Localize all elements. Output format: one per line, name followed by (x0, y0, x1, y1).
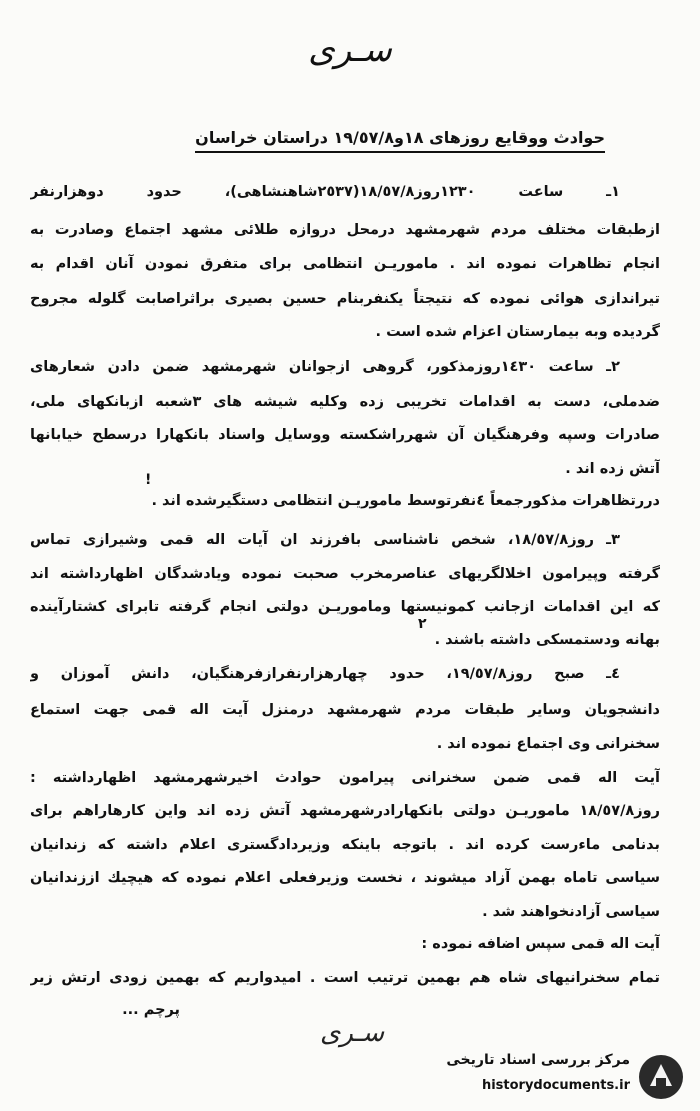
text-line: سياسى آزادنخواهند شد . (482, 904, 660, 920)
text-line: تمام سخنرانيهاى شاه هم بهمين ترتيب است . اميدواريم كه بهمين زودى ارتش زير (30, 970, 660, 986)
text-line: روز١٨/٥٧/٨ ماموريـن دولتى بانكهارادرشهرمشهد آتش زده اند واين كارهاراهم براى (30, 803, 660, 819)
watermark-url: historydocuments.ir (481, 1078, 630, 1093)
text-line: سياسى تاماه بهمن آزاد ميشوند ، نخست وزيرفعلى اعلام نموده كه هيچيك اززندانيان (30, 870, 660, 886)
text-line: بهانه ودستمسكى داشته باشند . (434, 632, 660, 648)
text-line: ضدملى، دست به اقدامات تخريبى زده وكليه شيشه هاى ٣شعبه ازبانكهاى ملى، (30, 394, 660, 410)
text-line: گرديده وبه بيمارستان اعزام شده است . (375, 324, 660, 340)
text-line: پرچم ... (122, 1002, 180, 1018)
text-line: صادرات وسپه وفرهنگيان آن شهرراشكسته ووسايل واسناد بانكهارا درسطح خيابانها (30, 427, 660, 443)
text-line: دانشجويان وساير طبقات مردم شهرمشهد درمنزل آيت اله قمى جهت استماع (30, 702, 660, 718)
text-line: كه اين اقدامات ازجانب كمونيستها وماموريـن دولتى انجام گرفته تابراى كشتارآينده (30, 599, 660, 615)
watermark-text: مركز بررسى اسناد تاريخى (446, 1052, 630, 1068)
watermark (400, 1048, 690, 1106)
text-line: ١ـ ساعت ١٢٣٠روز١٨/٥٧/٨(٢٥٣٧شاهنشاهى)، حدود دوهزارنفر (30, 184, 620, 200)
text-line: آتش زده اند . (565, 461, 660, 477)
text-line: دررتظاهرات مذكورجمعاً ٤نفرتوسط ماموريـن انتظامى دستگيرشده اند . (151, 493, 660, 509)
text-line: آيت اله قمى ضمن سخنرانى پيرامون حوادث اخيرشهرمشهد اظهارداشته : (30, 770, 660, 786)
text-line: انجام تظاهرات نموده اند . ماموريـن انتظامى براى متفرق نمودن آنان اقدام به (30, 256, 660, 272)
text-line: سخنرانى وى اجتماع نموده اند . (436, 736, 660, 752)
archive-logo-icon (636, 1052, 686, 1102)
text-line: گرفته وپيرامون اخلالگريهاى عناصرمخرب صحبت نموده ويادشدگان اظهارداشته اند (30, 566, 660, 582)
handwritten-mark: ٢ (418, 616, 427, 632)
signature: سـرى (320, 1018, 385, 1048)
text-line: ٢ـ ساعت ١٤٣٠روزمذكور، گروهى ازجوانان شهرمشهد ضمن دادن شعارهاى (30, 359, 620, 375)
document-title: حوادث ووقايع روزهاى ١٨و١٩/٥٧/٨ دراستان خراسان (195, 128, 605, 153)
handwritten-mark: ! (145, 472, 152, 488)
classification-heading: سـرى (308, 30, 392, 70)
text-line: بدنامى ماءرست كرده اند . باتوجه باينكه وزيردادگسترى اعلام داشته كه زندانيان (30, 837, 660, 853)
text-line: ٤ـ صبح روز١٩/٥٧/٨، حدود چهارهزارنفرازفرهنگيان، دانش آموزان و (30, 666, 620, 682)
text-line: ٣ـ روز١٨/٥٧/٨، شخص ناشناسى بافرزند ان آيات اله قمى وشيرازى تماس (30, 532, 620, 548)
text-line: آيت اله قمى سپس اضافه نموده : (421, 936, 660, 952)
text-line: تيراندازى هوائى نموده كه نتيجتاً يكنفربنام حسين بصيرى براثراصابت گلوله مجروح (30, 291, 660, 307)
text-line: ازطبقات مختلف مردم شهرمشهد درمحل دروازه طلائى مشهد اجتماع وصادرت به (30, 222, 660, 238)
